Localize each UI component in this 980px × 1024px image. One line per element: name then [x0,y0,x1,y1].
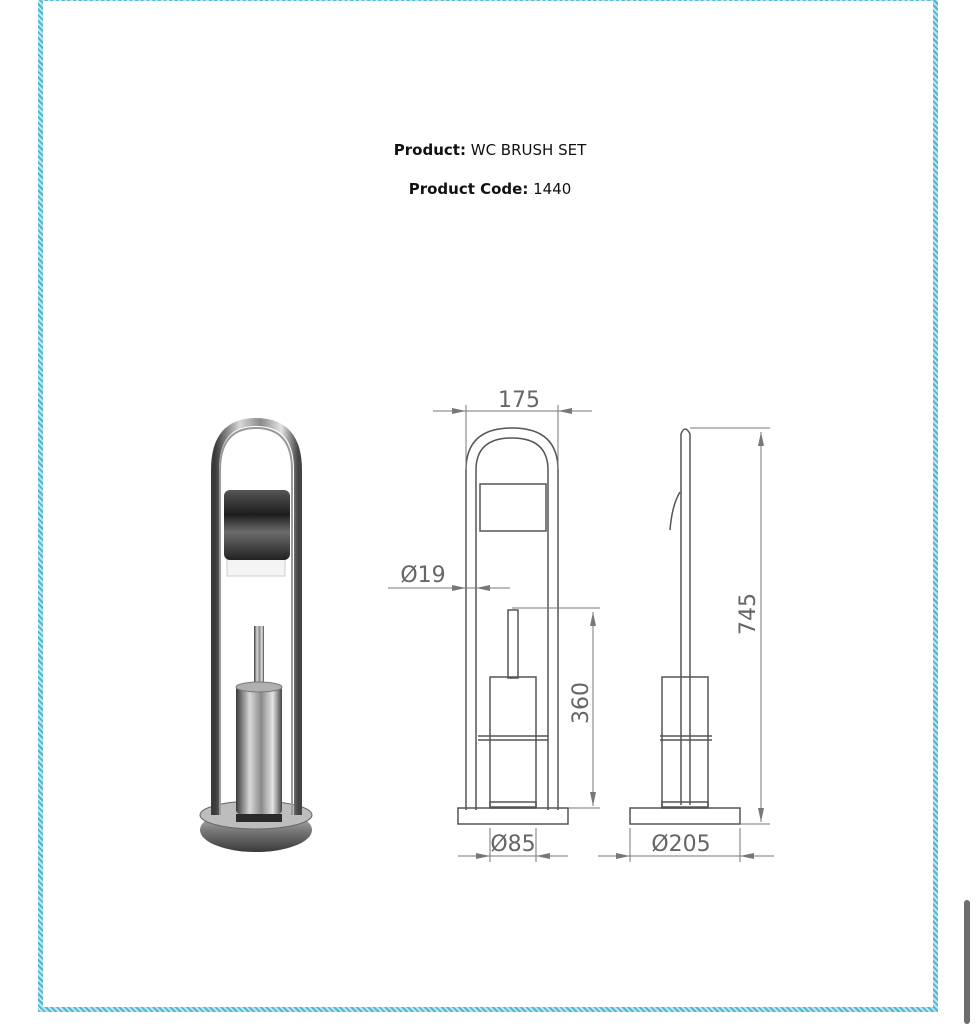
scrollbar-thumb[interactable] [964,900,970,1024]
dimension-arrows [452,408,764,859]
dimension-lines [388,405,774,862]
dim-tube-diameter-label: Ø19 [400,563,446,588]
product-photo [200,422,312,852]
product-name: WC BRUSH SET [470,141,587,159]
dim-width-label: 175 [498,388,540,413]
dim-brush-base-label: Ø85 [490,832,536,857]
product-code-value: 1440 [533,180,572,198]
product-code-label: Product Code: [408,180,529,198]
side-drawing [630,429,740,824]
product-label: Product: [393,141,466,159]
dim-total-height-label: 745 [736,593,761,635]
front-drawing [458,428,568,824]
dim-brush-height-label: 360 [569,682,594,724]
dim-base-diameter-label: Ø205 [651,832,711,857]
